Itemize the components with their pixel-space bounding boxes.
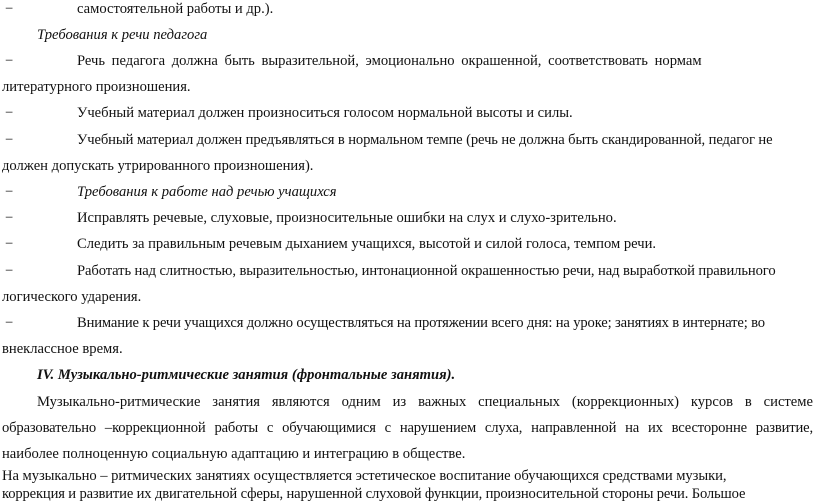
section-heading-teacher-speech: Требования к речи педагога — [37, 27, 208, 43]
text-line: самостоятельной работы и др.). — [77, 1, 274, 17]
dash-marker: − — [5, 315, 14, 331]
paragraph-line: наиболее полноценную социальную адаптацию и интеграцию в обществе. — [2, 446, 466, 462]
dash-marker: − — [5, 210, 14, 226]
paragraph-line: коррекция и развитие их двигательной сферы, нарушенной слуховой функции, произносительной стороны речи. Большое — [2, 486, 746, 502]
dash-marker: − — [5, 105, 14, 121]
section-heading-music-rhythm: IV. Музыкально-ритмические занятия (фронтальные занятия). — [37, 367, 456, 383]
text-line: Учебный материал должен произноситься голосом нормальной высоты и силы. — [77, 105, 573, 121]
dash-marker: − — [5, 184, 14, 200]
text-line: Следить за правильным речевым дыханием учащихся, высотой и силой голоса, темпом речи. — [77, 236, 657, 252]
paragraph-line: Музыкально-ритмические занятия являются одним из важных специальных (коррекционных) курсов в системе — [37, 394, 813, 410]
text-line: литературного произношения. — [2, 79, 191, 95]
paragraph-line: образовательно –коррекционной работы с обучающимися с нарушением слуха, направленной на их всесторонне развитие, — [2, 420, 813, 436]
dash-marker: − — [5, 53, 14, 69]
text-line: внеклассное время. — [2, 341, 123, 357]
dash-marker: − — [5, 132, 14, 148]
text-line: Работать над слитностью, выразительностью, интонационной окрашенностью речи, над выработкой правильного — [77, 263, 776, 279]
dash-marker: − — [5, 263, 14, 279]
text-line: Речь педагога должна быть выразительной, эмоционально окрашенной, соответствовать нормам — [77, 53, 702, 69]
text-line: Внимание к речи учащихся должно осуществляться на протяжении всего дня: на уроке; занятиях в интернате; во — [77, 315, 765, 331]
section-heading-student-speech: Требования к работе над речью учащихся — [77, 184, 337, 200]
text-line: Учебный материал должен предъявляться в нормальном темпе (речь не должна быть скандированной, педагог не — [77, 132, 773, 148]
dash-marker: − — [5, 236, 14, 252]
dash-marker: − — [5, 1, 14, 17]
text-line: Исправлять речевые, слуховые, произносительные ошибки на слух и слухо-зрительно. — [77, 210, 617, 226]
text-line: должен допускать утрированного произношения). — [2, 158, 314, 174]
text-line: логического ударения. — [2, 289, 142, 305]
paragraph-line: На музыкально – ритмических занятиях осуществляется эстетическое воспитание обучающихся средствами музыки, — [2, 468, 727, 484]
